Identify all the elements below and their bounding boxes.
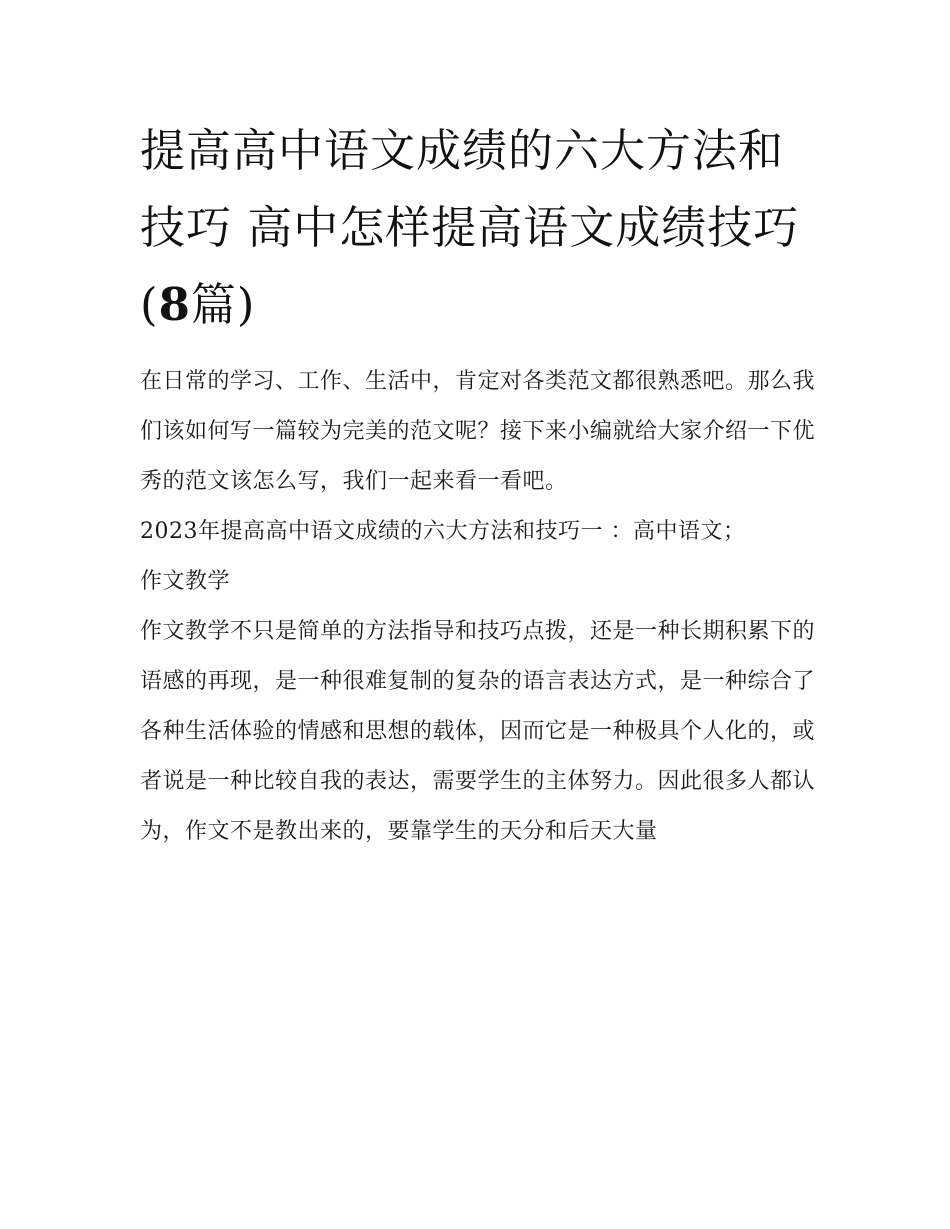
body-paragraph: 作文教学不只是简单的方法指导和技巧点拨，还是一种长期积累下的语感的再现，是一种很难复制的复杂的语言表达方式，是一种综合了各种生活体验的情感和思想的载体，因而它是一种极具个人化的，或者说是一种比较自我的表达，需要学生的主体努力。因此很多人都认为，作文不是教出来的，要靠学生的天分和后天大量 <box>140 619 816 844</box>
article-subtitle: 2023年提高高中语文成绩的六大方法和技巧一 ：高中语文； <box>140 519 746 544</box>
title-text-part2: 篇) <box>190 278 256 331</box>
title-text-part1: 提高高中语文成绩的六大方法和技巧 高中怎样提高语文成绩技巧( <box>140 124 800 331</box>
document-title <box>140 112 820 343</box>
title-count-number: 8 <box>158 278 191 331</box>
section-heading: 作文教学 <box>140 569 231 594</box>
intro-paragraph: 在日常的学习、工作、生活中，肯定对各类范文都很熟悉吧。那么我们该如何写一篇较为完美的范文呢？接下来小编就给大家介绍一下优秀的范文该怎么写，我们一起来看一看吧。 <box>140 369 816 494</box>
document-content <box>140 112 820 857</box>
